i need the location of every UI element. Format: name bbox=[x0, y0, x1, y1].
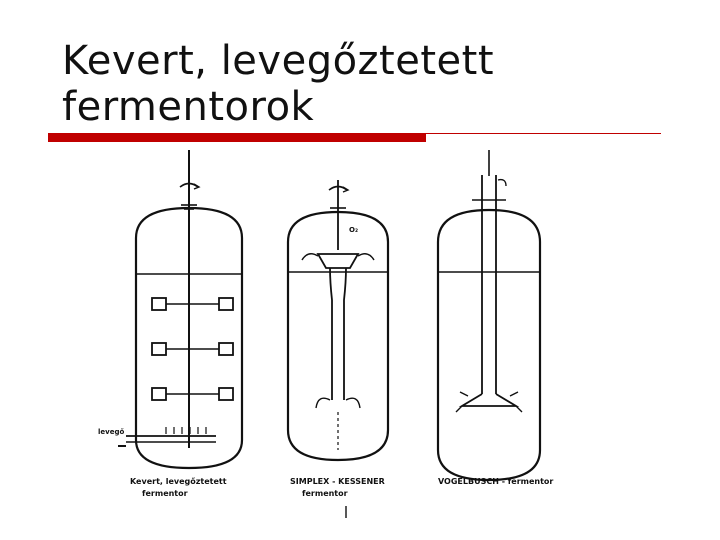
fermentor-diagram bbox=[66, 150, 580, 536]
caption-simplex-line1: SIMPLEX - KESSENER bbox=[290, 477, 385, 486]
title-line-1: Kevert, levegőztetett bbox=[62, 38, 495, 84]
caption-stirred-line2: fermentor bbox=[142, 489, 188, 498]
title-underline-bar bbox=[48, 133, 426, 142]
air-inlet-label: levegő bbox=[98, 428, 125, 436]
caption-stirred-line1: Kevert, levegőztetett bbox=[130, 477, 227, 486]
oxygen-label: O₂ bbox=[349, 226, 359, 234]
title-line-2: fermentorok bbox=[62, 84, 315, 130]
slide-title bbox=[62, 38, 494, 130]
caption-simplex-line2: fermentor bbox=[302, 489, 348, 498]
caption-vogelbusch: VOGELBUSCH - fermentor bbox=[438, 477, 554, 486]
fermentor-diagram-svg bbox=[66, 150, 580, 536]
title-underline-thin bbox=[426, 133, 661, 134]
